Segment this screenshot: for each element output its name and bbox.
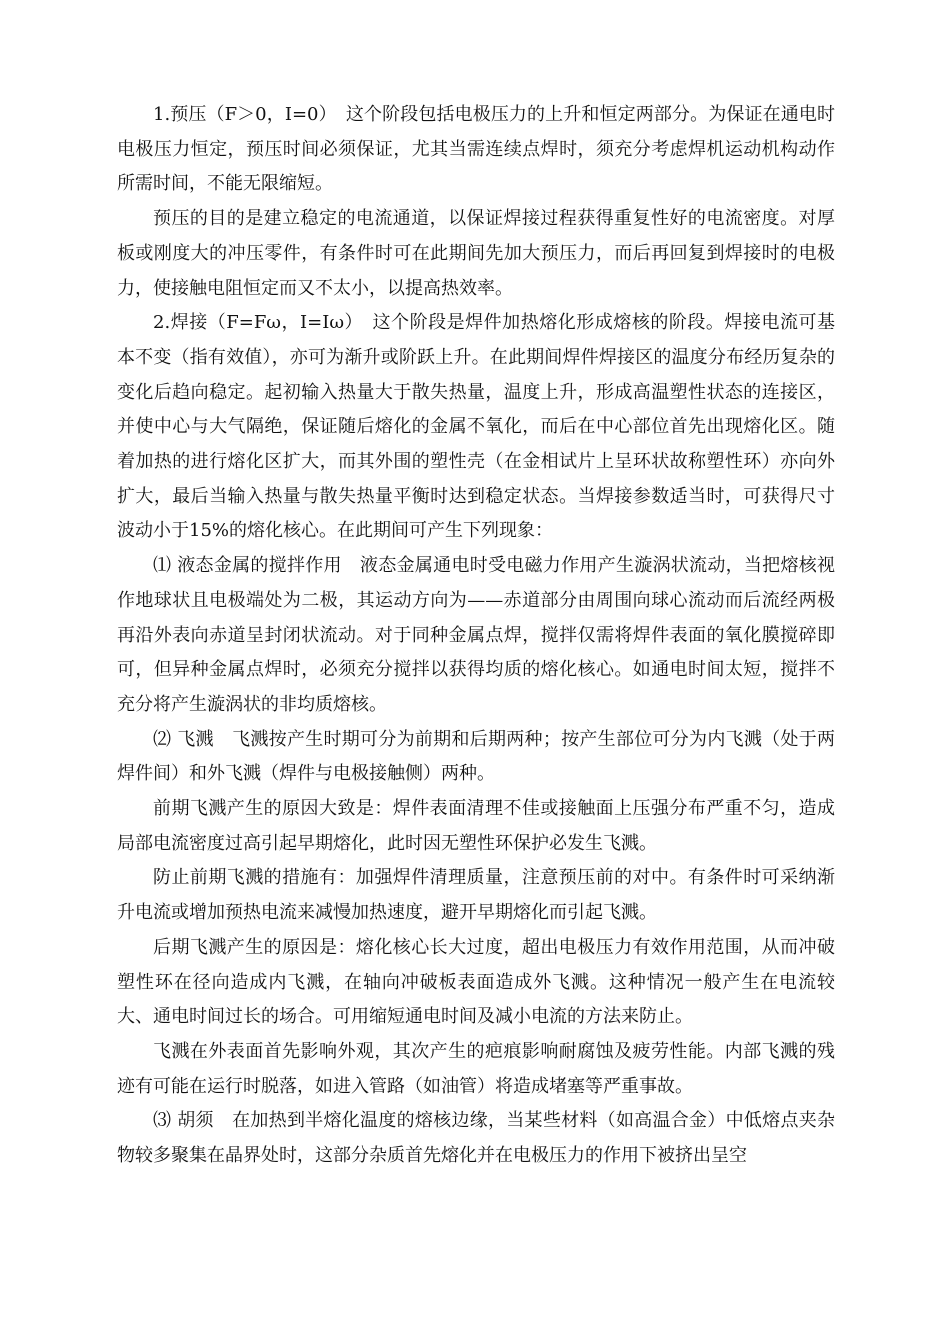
paragraph-late-spatter-cause: 后期飞溅产生的原因是：熔化核心长大过度，超出电极压力有效作用范围，从而冲破塑性环在径向造成内飞溅，在轴向冲破板表面造成外飞溅。这种情况一般产生在电流较大、通电时间过长的场合。可用缩短通电时间及减小电流的方法来防止。 [117, 936, 835, 1028]
paragraph-preload: 1.预压（F＞0，I=0） 这个阶段包括电极压力的上升和恒定两部分。为保证在通电时电极压力恒定，预压时间必须保证，尤其当需连续点焊时，须充分考虑焊机运动机构动作所需时间，不能无限缩短。 [117, 104, 835, 195]
body-text [117, 98, 835, 1174]
paragraph-welding: 2.焊接（F=Fω，I=Iω） 这个阶段是焊件加热熔化形成熔核的阶段。焊接电流可基本不变（指有效值），亦可为渐升或阶跃上升。在此期间焊件焊接区的温度分布经历复杂的变化后趋向稳定。起初输入热量大于散失热量，温度上升，形成高温塑性状态的连接区，并使中心与大气隔绝，保证随后熔化的金属不氧化，而后在中心部位首先出现熔化区。随着加热的进行熔化区扩大，而其外围的塑性壳（在金相试片上呈环状故称塑性环）亦向外扩大，最后当输入热量与散失热量平衡时达到稳定状态。当焊接参数适当时，可获得尺寸波动小于15%的熔化核心。在此期间可产生下列现象： [117, 312, 835, 542]
paragraph-early-spatter-prevention: 防止前期飞溅的措施有：加强焊件清理质量，注意预压前的对中。有条件时可采纳渐升电流或增加预热电流来减慢加热速度，避开早期熔化而引起飞溅。 [117, 867, 835, 924]
paragraph-early-spatter-cause: 前期飞溅产生的原因大致是：焊件表面清理不佳或接触面上压强分布严重不匀，造成局部电流密度过高引起早期熔化，此时因无塑性环保护必发生飞溅。 [117, 798, 835, 854]
paragraph-spatter: ⑵ 飞溅 飞溅按产生时期可分为前期和后期两种；按产生部位可分为内飞溅（处于两焊件间）和外飞溅（焊件与电极接触侧）两种。 [117, 728, 835, 785]
paragraph-spatter-effects: 飞溅在外表面首先影响外观，其次产生的疤痕影响耐腐蚀及疲劳性能。内部飞溅的残迹有可能在运行时脱落，如进入管路（如油管）将造成堵塞等严重事故。 [117, 1040, 835, 1097]
paragraph-preload-purpose: 预压的目的是建立稳定的电流通道，以保证焊接过程获得重复性好的电流密度。对厚板或刚度大的冲压零件，有条件时可在此期间先加大预压力，而后再回复到焊接时的电极力，使接触电阻恒定而又不太小，以提高热效率。 [117, 208, 835, 299]
paragraph-stirring: ⑴ 液态金属的搅拌作用 液态金属通电时受电磁力作用产生漩涡状流动，当把熔核视作地球状且电极端处为二极，其运动方向为——赤道部分由周围向球心流动而后流经两极再沿外表向赤道呈封闭状流动。对于同种金属点焊，搅拌仅需将焊件表面的氧化膜搅碎即可，但异种金属点焊时，必须充分搅拌以获得均质的熔化核心。如通电时间太短，搅拌不充分将产生漩涡状的非均质熔核。 [117, 555, 835, 715]
paragraph-whiskers: ⑶ 胡须 在加热到半熔化温度的熔核边缘，当某些材料（如高温合金）中低熔点夹杂物较多聚集在晶界处时，这部分杂质首先熔化并在电极压力的作用下被挤出呈空 [117, 1110, 835, 1167]
